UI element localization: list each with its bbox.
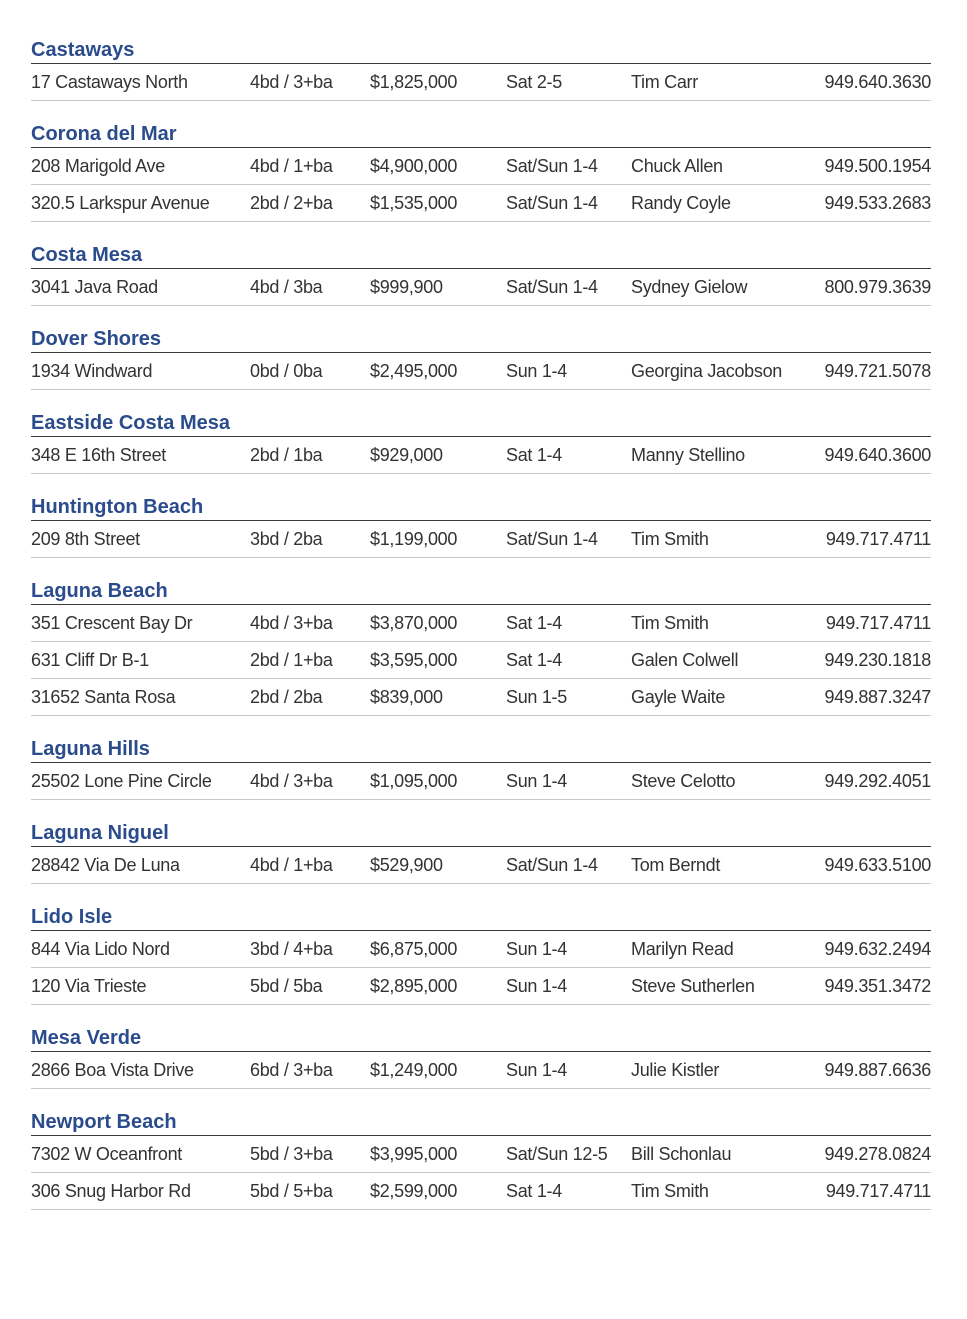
listing-open-house-time: Sat 1-4 xyxy=(506,1181,562,1201)
listing-phone: 949.717.4711 xyxy=(825,529,931,549)
area-heading: Lido Isle xyxy=(31,904,931,931)
listing-phone: 949.640.3630 xyxy=(824,72,931,92)
area-section xyxy=(31,326,931,390)
listing-address: 1934 Windward xyxy=(31,361,153,381)
area-section xyxy=(31,736,931,800)
listing-beds-baths: 5bd / 3+ba xyxy=(250,1144,333,1164)
listing-beds-baths: 4bd / 1+ba xyxy=(250,156,333,176)
listing-price: $6,875,000 xyxy=(370,939,458,959)
area-heading: Dover Shores xyxy=(31,326,931,353)
area-section xyxy=(31,121,931,222)
listing-open-house-time: Sat/Sun 1-4 xyxy=(506,156,598,176)
listing-row xyxy=(31,1136,931,1173)
listing-price: $1,249,000 xyxy=(370,1060,458,1080)
listing-row xyxy=(31,763,931,800)
listing-open-house-time: Sat 1-4 xyxy=(506,650,562,670)
listing-agent: Steve Sutherlen xyxy=(631,976,755,996)
listing-phone: 949.632.2494 xyxy=(824,939,931,959)
area-heading: Laguna Niguel xyxy=(31,820,931,847)
listing-open-house-time: Sun 1-4 xyxy=(506,976,567,996)
listing-open-house-time: Sat/Sun 1-4 xyxy=(506,277,598,297)
listing-phone: 800.979.3639 xyxy=(824,277,931,297)
listing-beds-baths: 3bd / 2ba xyxy=(250,529,323,549)
listing-address: 348 E 16th Street xyxy=(31,445,166,465)
area-heading: Costa Mesa xyxy=(31,242,931,269)
listing-open-house-time: Sat/Sun 12-5 xyxy=(506,1144,608,1164)
area-heading: Newport Beach xyxy=(31,1109,931,1136)
listing-address: 17 Castaways North xyxy=(31,72,188,92)
listing-address: 209 8th Street xyxy=(31,529,140,549)
listing-address: 631 Cliff Dr B-1 xyxy=(31,650,149,670)
listing-agent: Marilyn Read xyxy=(631,939,734,959)
listing-row xyxy=(31,968,931,1005)
listing-row xyxy=(31,605,931,642)
listing-phone: 949.721.5078 xyxy=(824,361,931,381)
listing-agent: Tim Smith xyxy=(631,529,709,549)
open-house-listings xyxy=(31,37,931,1210)
listing-phone: 949.500.1954 xyxy=(824,156,931,176)
listing-price: $529,900 xyxy=(370,855,443,875)
listing-phone: 949.633.5100 xyxy=(824,855,931,875)
listing-phone: 949.278.0824 xyxy=(824,1144,931,1164)
listing-phone: 949.640.3600 xyxy=(824,445,931,465)
listing-price: $3,595,000 xyxy=(370,650,458,670)
listing-row xyxy=(31,353,931,390)
listing-phone: 949.887.6636 xyxy=(824,1060,931,1080)
area-heading: Eastside Costa Mesa xyxy=(31,410,931,437)
listing-open-house-time: Sat/Sun 1-4 xyxy=(506,855,598,875)
listing-address: 306 Snug Harbor Rd xyxy=(31,1181,191,1201)
listing-price: $4,900,000 xyxy=(370,156,458,176)
listing-beds-baths: 2bd / 1ba xyxy=(250,445,323,465)
listing-price: $1,535,000 xyxy=(370,193,458,213)
listing-phone: 949.533.2683 xyxy=(824,193,931,213)
listing-open-house-time: Sun 1-4 xyxy=(506,361,567,381)
listing-price: $3,870,000 xyxy=(370,613,458,633)
listing-beds-baths: 2bd / 1+ba xyxy=(250,650,333,670)
listing-agent: Steve Celotto xyxy=(631,771,736,791)
listing-phone: 949.230.1818 xyxy=(824,650,931,670)
listing-beds-baths: 6bd / 3+ba xyxy=(250,1060,333,1080)
area-heading: Castaways xyxy=(31,37,931,64)
listing-agent: Chuck Allen xyxy=(631,156,723,176)
area-section xyxy=(31,820,931,884)
listing-price: $839,000 xyxy=(370,687,443,707)
listing-agent: Tim Carr xyxy=(631,72,698,92)
area-heading: Laguna Hills xyxy=(31,736,931,763)
listing-address: 7302 W Oceanfront xyxy=(31,1144,182,1164)
listing-address: 320.5 Larkspur Avenue xyxy=(31,193,210,213)
listing-beds-baths: 4bd / 3+ba xyxy=(250,613,333,633)
listing-price: $1,199,000 xyxy=(370,529,458,549)
listing-price: $1,095,000 xyxy=(370,771,458,791)
listing-row xyxy=(31,847,931,884)
listing-price: $1,825,000 xyxy=(370,72,458,92)
listing-beds-baths: 3bd / 4+ba xyxy=(250,939,333,959)
listing-row xyxy=(31,1052,931,1089)
area-section xyxy=(31,1109,931,1210)
listing-agent: Gayle Waite xyxy=(631,687,726,707)
listing-row xyxy=(31,269,931,306)
area-heading: Huntington Beach xyxy=(31,494,931,521)
listing-row xyxy=(31,642,931,679)
area-section xyxy=(31,410,931,474)
listing-row xyxy=(31,1173,931,1210)
listing-row xyxy=(31,185,931,222)
listing-open-house-time: Sun 1-4 xyxy=(506,1060,567,1080)
listing-beds-baths: 4bd / 3+ba xyxy=(250,771,333,791)
listing-row xyxy=(31,931,931,968)
area-heading: Laguna Beach xyxy=(31,578,931,605)
listing-phone: 949.887.3247 xyxy=(824,687,931,707)
listing-agent: Galen Colwell xyxy=(631,650,739,670)
listing-agent: Julie Kistler xyxy=(631,1060,720,1080)
listing-phone: 949.717.4711 xyxy=(825,613,931,633)
listing-agent: Sydney Gielow xyxy=(631,277,748,297)
listing-price: $2,895,000 xyxy=(370,976,458,996)
listing-price: $3,995,000 xyxy=(370,1144,458,1164)
listing-beds-baths: 4bd / 1+ba xyxy=(250,855,333,875)
area-section xyxy=(31,1025,931,1089)
listing-address: 31652 Santa Rosa xyxy=(31,687,176,707)
area-section xyxy=(31,37,931,101)
listing-open-house-time: Sat 1-4 xyxy=(506,445,562,465)
listing-agent: Georgina Jacobson xyxy=(631,361,783,381)
listing-open-house-time: Sun 1-5 xyxy=(506,687,567,707)
area-section xyxy=(31,904,931,1005)
listing-open-house-time: Sat/Sun 1-4 xyxy=(506,529,598,549)
listing-open-house-time: Sun 1-4 xyxy=(506,939,567,959)
listing-beds-baths: 4bd / 3+ba xyxy=(250,72,333,92)
listing-open-house-time: Sat/Sun 1-4 xyxy=(506,193,598,213)
listing-address: 2866 Boa Vista Drive xyxy=(31,1060,194,1080)
listing-agent: Tom Berndt xyxy=(631,855,721,875)
listing-open-house-time: Sun 1-4 xyxy=(506,771,567,791)
area-section xyxy=(31,578,931,716)
listing-address: 120 Via Trieste xyxy=(31,976,147,996)
listing-address: 3041 Java Road xyxy=(31,277,158,297)
listing-agent: Manny Stellino xyxy=(631,445,745,465)
listing-agent: Bill Schonlau xyxy=(631,1144,732,1164)
listing-phone: 949.351.3472 xyxy=(824,976,931,996)
listing-price: $2,495,000 xyxy=(370,361,458,381)
listing-row xyxy=(31,437,931,474)
listing-address: 208 Marigold Ave xyxy=(31,156,165,176)
listing-address: 844 Via Lido Nord xyxy=(31,939,170,959)
listing-agent: Tim Smith xyxy=(631,613,709,633)
area-section xyxy=(31,242,931,306)
listing-phone: 949.292.4051 xyxy=(824,771,931,791)
listing-open-house-time: Sat 2-5 xyxy=(506,72,562,92)
listing-phone: 949.717.4711 xyxy=(825,1181,931,1201)
listing-beds-baths: 5bd / 5+ba xyxy=(250,1181,333,1201)
listing-address: 351 Crescent Bay Dr xyxy=(31,613,193,633)
listing-row xyxy=(31,64,931,101)
listing-beds-baths: 2bd / 2ba xyxy=(250,687,323,707)
listing-price: $929,000 xyxy=(370,445,443,465)
listing-row xyxy=(31,679,931,716)
listing-price: $999,900 xyxy=(370,277,443,297)
listing-price: $2,599,000 xyxy=(370,1181,458,1201)
listing-beds-baths: 5bd / 5ba xyxy=(250,976,323,996)
listing-beds-baths: 0bd / 0ba xyxy=(250,361,323,381)
area-heading: Corona del Mar xyxy=(31,121,931,148)
listing-row xyxy=(31,148,931,185)
listing-address: 28842 Via De Luna xyxy=(31,855,180,875)
listing-address: 25502 Lone Pine Circle xyxy=(31,771,212,791)
area-section xyxy=(31,494,931,558)
listing-open-house-time: Sat 1-4 xyxy=(506,613,562,633)
listing-agent: Randy Coyle xyxy=(631,193,731,213)
listing-beds-baths: 4bd / 3ba xyxy=(250,277,323,297)
area-heading: Mesa Verde xyxy=(31,1025,931,1052)
listing-agent: Tim Smith xyxy=(631,1181,709,1201)
listing-beds-baths: 2bd / 2+ba xyxy=(250,193,333,213)
listing-row xyxy=(31,521,931,558)
